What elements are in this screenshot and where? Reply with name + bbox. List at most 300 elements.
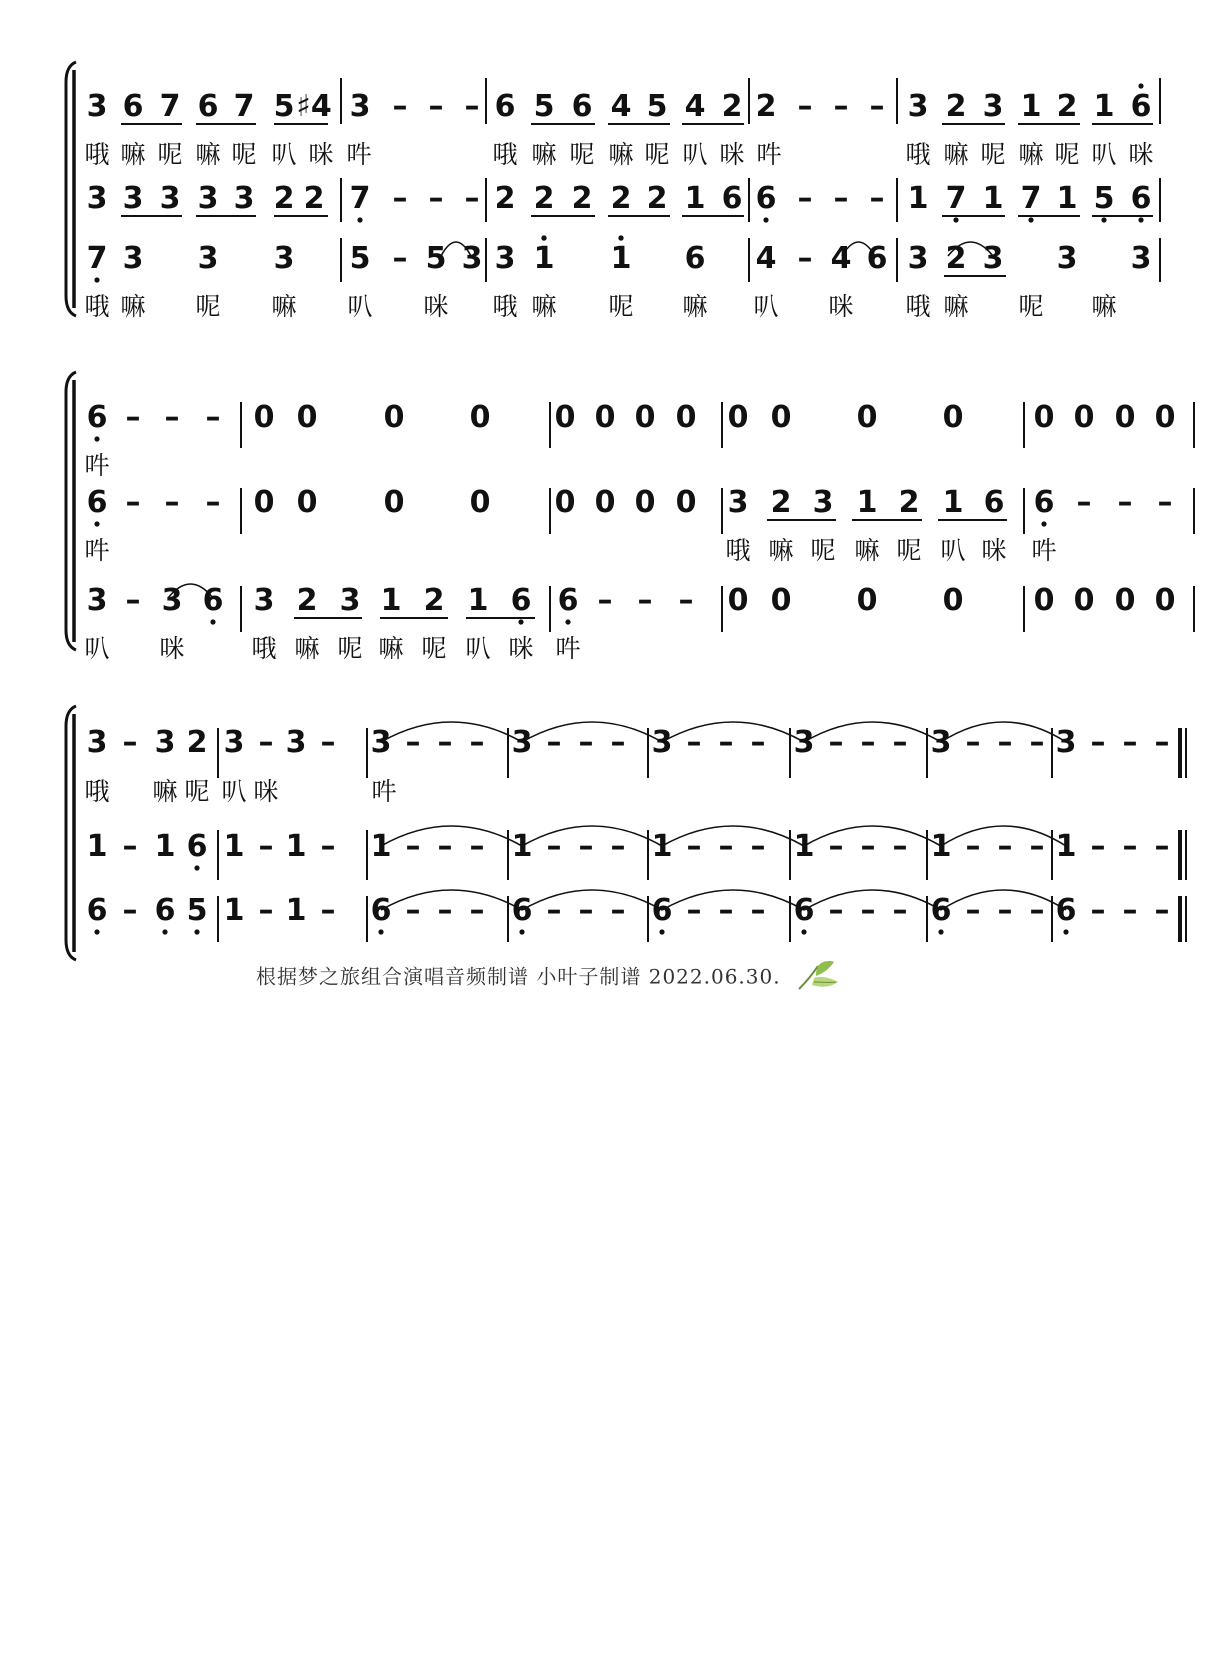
lyric-syllable: 哦 (84, 140, 110, 169)
note: 6 (755, 181, 777, 216)
note: – (965, 725, 981, 760)
note: 0 (1033, 400, 1055, 435)
note: – (1029, 829, 1045, 864)
note: – (1122, 893, 1138, 928)
lyric-syllable: 吽 (346, 140, 372, 169)
note: – (750, 829, 766, 864)
note: 3 (122, 181, 144, 216)
note: – (437, 893, 453, 928)
note: 5 (1093, 181, 1115, 216)
note: 0 (770, 400, 792, 435)
note: 6 (494, 89, 516, 124)
low-octave-dot (763, 217, 768, 222)
lyric-syllable: 呢 (421, 634, 447, 663)
note: 0 (727, 400, 749, 435)
note: – (860, 725, 876, 760)
lyric-syllable: 咪 (308, 140, 334, 169)
low-octave-dot (518, 619, 523, 624)
note: – (546, 829, 562, 864)
note: 4 (684, 89, 706, 124)
note: 6 (866, 241, 888, 276)
note: 2 (898, 485, 920, 520)
leaf-icon (796, 958, 842, 992)
note: 0 (856, 583, 878, 618)
note: 3 (154, 725, 176, 760)
note: – (428, 181, 444, 216)
lyric-syllable: 嘛 (531, 140, 557, 169)
note: 3 (494, 241, 516, 276)
note: 7 (349, 181, 371, 216)
lyric-syllable: 呢 (337, 634, 363, 663)
note: 1 (793, 829, 815, 864)
note: 6 (86, 400, 108, 435)
note: – (797, 89, 813, 124)
note: 1 (285, 829, 307, 864)
note: – (125, 485, 141, 520)
note: 3 (349, 89, 371, 124)
note: 0 (1114, 400, 1136, 435)
lyric-syllable: 吽 (84, 536, 110, 565)
lyric-syllable: 叭 (1091, 140, 1117, 169)
note: 3 (233, 181, 255, 216)
note: ♯4 (296, 89, 332, 124)
note: 0 (1154, 400, 1176, 435)
note: 5 (425, 241, 447, 276)
note: – (892, 725, 908, 760)
note: – (469, 829, 485, 864)
note: 0 (554, 400, 576, 435)
note: 6 (511, 893, 533, 928)
low-octave-dot (1101, 217, 1106, 222)
note: – (405, 725, 421, 760)
note: 6 (197, 89, 219, 124)
note: – (718, 725, 734, 760)
note: 1 (1020, 89, 1042, 124)
lyric-syllable: 哦 (84, 777, 110, 806)
note: 0 (727, 583, 749, 618)
note: – (997, 893, 1013, 928)
note: – (997, 725, 1013, 760)
note: – (637, 583, 653, 618)
credit-line (256, 958, 842, 992)
note: 6 (86, 485, 108, 520)
lyric-syllable: 呢 (195, 292, 221, 321)
note: – (1029, 893, 1045, 928)
note: 4 (830, 241, 852, 276)
note: 5 (646, 89, 668, 124)
note: – (1090, 893, 1106, 928)
note: 1 (223, 829, 245, 864)
note: 3 (1055, 725, 1077, 760)
note: 6 (370, 893, 392, 928)
note: 3 (339, 583, 361, 618)
note: 1 (380, 583, 402, 618)
note: – (122, 829, 138, 864)
note: 1 (982, 181, 1004, 216)
lyric-syllable: 吽 (84, 451, 110, 480)
note: 5 (349, 241, 371, 276)
note: 6 (202, 583, 224, 618)
note: 3 (982, 241, 1004, 276)
note: 3 (930, 725, 952, 760)
note: 0 (1073, 583, 1095, 618)
lyric-syllable: 嘛 (682, 292, 708, 321)
note: 2 (770, 485, 792, 520)
note: 1 (942, 485, 964, 520)
note: 6 (86, 893, 108, 928)
note: 0 (675, 400, 697, 435)
note: – (678, 583, 694, 618)
note: 0 (1033, 583, 1055, 618)
note: 0 (634, 400, 656, 435)
note: 1 (223, 893, 245, 928)
note: 1 (684, 181, 706, 216)
note: – (869, 89, 885, 124)
low-octave-dot (1028, 217, 1033, 222)
high-octave-dot (1138, 83, 1143, 88)
note: – (869, 181, 885, 216)
note: – (1154, 829, 1170, 864)
note: – (258, 893, 274, 928)
note: 6 (1130, 181, 1152, 216)
note: 1 (370, 829, 392, 864)
note: 0 (296, 485, 318, 520)
note: 3 (86, 725, 108, 760)
note: – (320, 725, 336, 760)
low-octave-dot (94, 436, 99, 441)
low-octave-dot (194, 929, 199, 934)
low-octave-dot (378, 929, 383, 934)
low-octave-dot (94, 277, 99, 282)
note: 1 (154, 829, 176, 864)
lyric-syllable: 嘛 (531, 292, 557, 321)
note: 3 (122, 241, 144, 276)
note: – (437, 829, 453, 864)
note: 2 (945, 89, 967, 124)
credit-text: 根据梦之旅组合演唱音频制谱 小叶子制谱 2022.06.30. (256, 964, 781, 989)
note: – (997, 829, 1013, 864)
low-octave-dot (194, 865, 199, 870)
note: 1 (86, 829, 108, 864)
note: 5 (186, 893, 208, 928)
note: 0 (1114, 583, 1136, 618)
lyric-syllable: 咪 (253, 777, 279, 806)
note: 6 (1130, 89, 1152, 124)
low-octave-dot (659, 929, 664, 934)
high-octave-dot (541, 235, 546, 240)
note: – (718, 893, 734, 928)
lyric-syllable: 嘛 (120, 140, 146, 169)
lyric-syllable: 吽 (1031, 536, 1057, 565)
note: – (258, 725, 274, 760)
note: – (258, 829, 274, 864)
note: 6 (186, 829, 208, 864)
lyric-syllable: 叭 (221, 777, 247, 806)
note: 7 (233, 89, 255, 124)
note: – (965, 829, 981, 864)
lyric-syllable: 呢 (1018, 292, 1044, 321)
note: 2 (755, 89, 777, 124)
lyric-syllable: 嘛 (768, 536, 794, 565)
note: – (546, 725, 562, 760)
lyric-syllable: 呢 (157, 140, 183, 169)
note: 0 (675, 485, 697, 520)
note: – (205, 485, 221, 520)
lyric-syllable: 嘛 (943, 140, 969, 169)
note: – (392, 241, 408, 276)
note: 2 (303, 181, 325, 216)
note: 2 (610, 181, 632, 216)
note: 6 (721, 181, 743, 216)
note: – (578, 893, 594, 928)
lyric-syllable: 叭 (84, 634, 110, 663)
note: – (122, 893, 138, 928)
note: 3 (86, 89, 108, 124)
note: 2 (273, 181, 295, 216)
lyric-syllable: 哦 (84, 292, 110, 321)
note: – (892, 893, 908, 928)
lyric-syllable: 呢 (810, 536, 836, 565)
note: 1 (610, 241, 632, 276)
note: – (405, 829, 421, 864)
note: 2 (721, 89, 743, 124)
note: – (686, 829, 702, 864)
lyric-syllable: 哦 (492, 140, 518, 169)
low-octave-dot (801, 929, 806, 934)
note: 2 (533, 181, 555, 216)
note: – (833, 181, 849, 216)
note: 6 (510, 583, 532, 618)
note: – (405, 893, 421, 928)
note: 1 (1056, 181, 1078, 216)
note: – (437, 725, 453, 760)
note: – (546, 893, 562, 928)
note: 0 (1073, 400, 1095, 435)
lyric-syllable: 叭 (347, 292, 373, 321)
note: 1 (856, 485, 878, 520)
note: – (578, 829, 594, 864)
note: 6 (930, 893, 952, 928)
lyric-syllable: 呢 (980, 140, 1006, 169)
note: – (797, 241, 813, 276)
low-octave-dot (953, 217, 958, 222)
note: – (469, 725, 485, 760)
note: – (828, 829, 844, 864)
note: 0 (554, 485, 576, 520)
lyric-syllable: 呢 (608, 292, 634, 321)
note: – (205, 400, 221, 435)
low-octave-dot (94, 929, 99, 934)
low-octave-dot (210, 619, 215, 624)
note: 6 (1033, 485, 1055, 520)
note: 6 (1055, 893, 1077, 928)
note: 3 (461, 241, 483, 276)
lyric-syllable: 咪 (423, 292, 449, 321)
note: 0 (383, 400, 405, 435)
note: 3 (651, 725, 673, 760)
note: 1 (1055, 829, 1077, 864)
note: – (686, 893, 702, 928)
note: 2 (423, 583, 445, 618)
lyric-syllable: 咪 (719, 140, 745, 169)
lyric-syllable: 哦 (251, 634, 277, 663)
note: 4 (610, 89, 632, 124)
note: 0 (383, 485, 405, 520)
lyric-syllable: 呢 (231, 140, 257, 169)
note: 6 (122, 89, 144, 124)
note: – (1122, 725, 1138, 760)
note: 3 (1056, 241, 1078, 276)
lyric-syllable: 呢 (896, 536, 922, 565)
note: – (1076, 485, 1092, 520)
note: 5 (273, 89, 295, 124)
note: – (686, 725, 702, 760)
note: 2 (1056, 89, 1078, 124)
note: 3 (285, 725, 307, 760)
note: – (1154, 725, 1170, 760)
note: – (1090, 829, 1106, 864)
lyric-syllable: 嘛 (120, 292, 146, 321)
note: 3 (727, 485, 749, 520)
note: 0 (253, 400, 275, 435)
note: – (469, 893, 485, 928)
lyric-syllable: 叭 (682, 140, 708, 169)
note: 2 (296, 583, 318, 618)
note: – (392, 89, 408, 124)
lyric-syllable: 嘛 (608, 140, 634, 169)
lyric-syllable: 咪 (981, 536, 1007, 565)
note: 1 (930, 829, 952, 864)
note: – (750, 725, 766, 760)
note: 7 (86, 241, 108, 276)
lyric-syllable: 呢 (184, 777, 210, 806)
note: – (833, 89, 849, 124)
lyric-syllable: 呢 (1054, 140, 1080, 169)
note: – (578, 725, 594, 760)
lyric-syllable: 咪 (828, 292, 854, 321)
note: – (1122, 829, 1138, 864)
lyric-syllable: 嘛 (271, 292, 297, 321)
note: 3 (86, 181, 108, 216)
lyric-syllable: 叭 (465, 634, 491, 663)
note: – (464, 89, 480, 124)
note: 7 (159, 89, 181, 124)
note: – (320, 829, 336, 864)
note: 5 (533, 89, 555, 124)
note: 3 (370, 725, 392, 760)
low-octave-dot (94, 521, 99, 526)
note: 6 (651, 893, 673, 928)
note: 3 (273, 241, 295, 276)
lyric-syllable: 咪 (159, 634, 185, 663)
note: 1 (467, 583, 489, 618)
low-octave-dot (519, 929, 524, 934)
note: 6 (684, 241, 706, 276)
low-octave-dot (565, 619, 570, 624)
lyric-syllable: 咪 (1128, 140, 1154, 169)
note: 3 (1130, 241, 1152, 276)
lyric-syllable: 呢 (644, 140, 670, 169)
low-octave-dot (162, 929, 167, 934)
note: – (392, 181, 408, 216)
note: 3 (812, 485, 834, 520)
note: 2 (646, 181, 668, 216)
note: 0 (942, 583, 964, 618)
lyric-syllable: 叭 (271, 140, 297, 169)
note: 0 (469, 400, 491, 435)
note: – (164, 485, 180, 520)
note: 0 (469, 485, 491, 520)
note: – (610, 725, 626, 760)
note: – (828, 725, 844, 760)
note: – (1154, 893, 1170, 928)
note: 0 (1154, 583, 1176, 618)
note: – (125, 400, 141, 435)
note: 3 (793, 725, 815, 760)
note: 0 (594, 400, 616, 435)
lyric-syllable: 嘛 (152, 777, 178, 806)
lyric-syllable: 吽 (371, 777, 397, 806)
note: 0 (634, 485, 656, 520)
lyric-syllable: 嘛 (1091, 292, 1117, 321)
note: 3 (161, 583, 183, 618)
low-octave-dot (1063, 929, 1068, 934)
lyric-syllable: 嘛 (943, 292, 969, 321)
note: 1 (511, 829, 533, 864)
note: 0 (942, 400, 964, 435)
lyric-syllable: 哦 (725, 536, 751, 565)
high-octave-dot (618, 235, 623, 240)
lyric-syllable: 嘛 (1018, 140, 1044, 169)
note: 4 (755, 241, 777, 276)
note: 0 (296, 400, 318, 435)
note: – (610, 829, 626, 864)
low-octave-dot (357, 217, 362, 222)
note: 1 (1093, 89, 1115, 124)
note: 2 (186, 725, 208, 760)
note: 3 (982, 89, 1004, 124)
note: 1 (533, 241, 555, 276)
note: 0 (856, 400, 878, 435)
note: – (718, 829, 734, 864)
note: – (1157, 485, 1173, 520)
note: – (125, 583, 141, 618)
note: 1 (907, 181, 929, 216)
note: – (464, 181, 480, 216)
note: 0 (594, 485, 616, 520)
note: – (797, 181, 813, 216)
note: 2 (571, 181, 593, 216)
lyric-syllable: 嘛 (195, 140, 221, 169)
note: 7 (1020, 181, 1042, 216)
lyric-syllable: 嘛 (854, 536, 880, 565)
lyric-syllable: 哦 (905, 140, 931, 169)
note: – (860, 893, 876, 928)
note: 3 (907, 89, 929, 124)
lyric-syllable: 嘛 (294, 634, 320, 663)
note: 3 (253, 583, 275, 618)
low-octave-dot (1041, 521, 1046, 526)
note: – (428, 89, 444, 124)
note: – (892, 829, 908, 864)
lyric-syllable: 叭 (940, 536, 966, 565)
lyric-syllable: 叭 (753, 292, 779, 321)
note: 3 (223, 725, 245, 760)
note: 6 (793, 893, 815, 928)
lyric-syllable: 哦 (905, 292, 931, 321)
note: – (597, 583, 613, 618)
note: – (828, 893, 844, 928)
